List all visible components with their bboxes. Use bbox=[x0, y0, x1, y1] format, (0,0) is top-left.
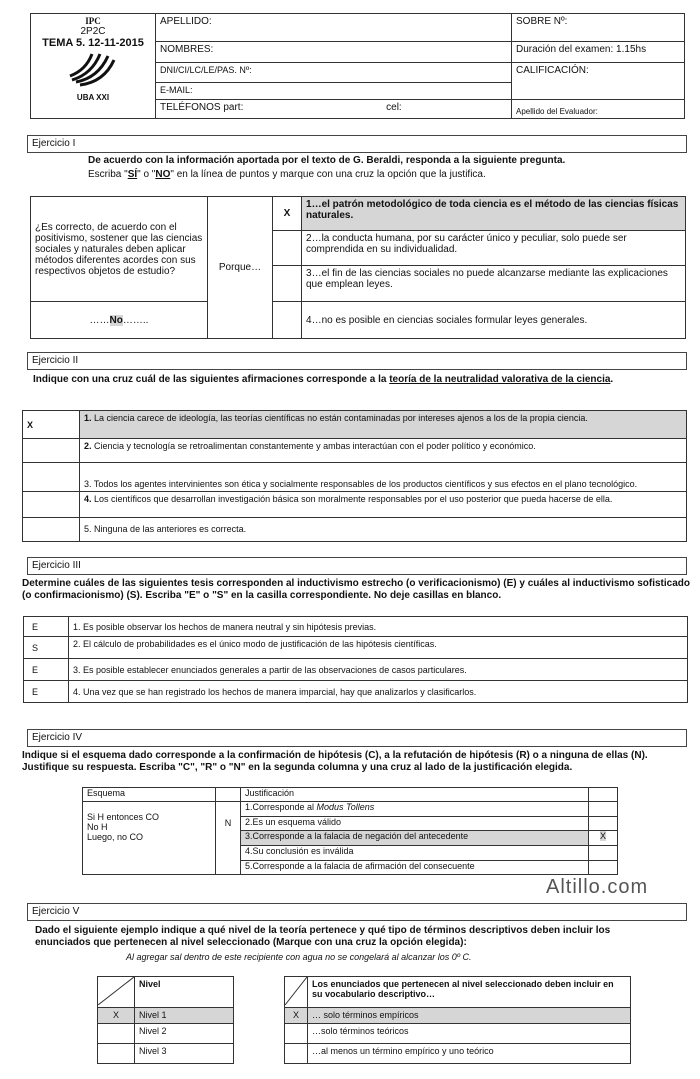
ex1-opt4-num: 4 bbox=[306, 314, 312, 326]
ex2-row1-num: 1. bbox=[84, 413, 92, 423]
ex4-esquema-line2: No H bbox=[87, 822, 108, 833]
ex5-nivel2-mark[interactable] bbox=[98, 1024, 135, 1044]
ex4-just1-em: Modus Tollens bbox=[316, 802, 375, 813]
apellido-field[interactable]: APELLIDO: bbox=[156, 14, 512, 42]
ex4-col-just: Justificación bbox=[241, 788, 589, 802]
ex3-row2-mark[interactable]: S bbox=[24, 637, 69, 659]
ex4-just2-mark[interactable] bbox=[589, 816, 618, 830]
ex5-term2[interactable]: …solo términos teóricos bbox=[308, 1024, 631, 1044]
diagonal-line-icon-2 bbox=[285, 977, 307, 1005]
ex2-row3-text: Todos los agentes intervinientes son ética y socialmente responsables de los productos científicos y sus efectos en el plano tecnológico. bbox=[93, 478, 638, 489]
ex4-just3-mark[interactable] bbox=[589, 830, 618, 845]
ex4-just1[interactable] bbox=[241, 802, 589, 816]
ex5-enun-corner bbox=[285, 977, 308, 1008]
ex1-opt1-mark[interactable]: X bbox=[273, 197, 302, 231]
ex2-row3-mark[interactable] bbox=[23, 463, 80, 491]
header-id-cell bbox=[31, 14, 156, 119]
ex4-just3-mark-value: X bbox=[599, 830, 606, 841]
ex2-row1-text: La ciencia carece de ideología, las teorías científicas no están contaminadas por intereses ajenos a los de la propia ciencia. bbox=[94, 413, 588, 423]
nombres-field[interactable]: NOMBRES: bbox=[156, 41, 512, 62]
evaluador-field[interactable]: Apellido del Evaluador: bbox=[512, 99, 685, 118]
ex5-title: Ejercicio V bbox=[27, 903, 687, 921]
telefonos-field[interactable] bbox=[156, 99, 512, 118]
ex2-row1[interactable] bbox=[80, 411, 687, 439]
email-field[interactable]: E-MAIL: bbox=[156, 82, 512, 99]
ex5-example: Al agregar sal dentro de este recipiente con agua no se congelará al alcanzar los 0º C. bbox=[126, 952, 472, 962]
ex4-just5-mark[interactable] bbox=[589, 860, 618, 874]
ex5-gap bbox=[234, 977, 285, 1064]
ex1-answer-value: No bbox=[109, 314, 123, 326]
ex2-row3[interactable] bbox=[80, 463, 687, 491]
ex3-row3-text: 3. Es posible establecer enunciados generales a partir de las observaciones de casos particulares. bbox=[69, 659, 688, 681]
ex1-answer[interactable] bbox=[31, 302, 208, 339]
ex3-row2-text: 2. El cálculo de probabilidades es el único modo de justificación de las hipótesis científicas. bbox=[69, 637, 688, 659]
ex4-just5[interactable]: 5.Corresponde a la falacia de afirmación del consecuente bbox=[241, 860, 589, 874]
ex5-col-nivel: Nivel bbox=[135, 977, 234, 1008]
ex1-opt4-mark[interactable] bbox=[273, 302, 302, 339]
ex4-just2[interactable]: 2.Es un esquema válido bbox=[241, 816, 589, 830]
ex5-nivel1[interactable]: Nivel 1 bbox=[135, 1008, 234, 1024]
ex5-nivel3[interactable]: Nivel 3 bbox=[135, 1044, 234, 1064]
ex3-row4-text: 4. Una vez que se han registrado los hechos de manera imparcial, hay que analizarlos y clasificarlos. bbox=[69, 681, 688, 703]
ex1-opt1-num: 1 bbox=[306, 199, 312, 210]
ex3-table bbox=[23, 616, 688, 703]
ex2-row4[interactable] bbox=[80, 491, 687, 517]
ex1-opt3-text: …el fin de las ciencias sociales no puede alcanzarse mediante las explicaciones que emplean leyes. bbox=[306, 267, 668, 290]
ex4-col-mark bbox=[589, 788, 618, 802]
diagonal-line-icon bbox=[98, 977, 134, 1005]
ex1-instr2a: Escriba " bbox=[88, 169, 128, 180]
uba-logo-icon bbox=[68, 52, 118, 88]
ex1-opt3-mark[interactable] bbox=[273, 265, 302, 302]
ex5-nivel3-mark[interactable] bbox=[98, 1044, 135, 1064]
ex3-row3-mark[interactable]: E bbox=[24, 659, 69, 681]
ex4-just3[interactable]: 3.Corresponde a la falacia de negación del antecedente bbox=[241, 830, 589, 845]
ex3-title: Ejercicio III bbox=[27, 557, 687, 575]
ex4-just4[interactable]: 4.Su conclusión es inválida bbox=[241, 846, 589, 860]
logo-text: UBA XXI bbox=[76, 93, 110, 102]
ex2-row2-num: 2. bbox=[84, 441, 92, 452]
ex2-row4-text: Los científicos que desarrollan investigación básica son moralmente responsables por el uso posterior que pueda hacerse de ella. bbox=[94, 493, 613, 504]
ex2-row4-num: 4. bbox=[84, 493, 92, 504]
watermark: Altillo.com bbox=[546, 876, 649, 898]
ex5-nivel-corner bbox=[98, 977, 135, 1008]
ex4-esquema-line3: Luego, no CO bbox=[87, 832, 144, 843]
ex3-row4-mark[interactable]: E bbox=[24, 681, 69, 703]
ex4-answer[interactable]: N bbox=[216, 802, 241, 875]
ex1-opt3-num: 3 bbox=[306, 267, 312, 279]
ex2-row5-mark[interactable] bbox=[23, 517, 80, 541]
ex2-row2-text: Ciencia y tecnología se retroalimentan constantemente y ambas interactúan con el poder político y económico. bbox=[94, 441, 536, 452]
ex1-opt2-mark[interactable] bbox=[273, 231, 302, 265]
ex2-title: Ejercicio II bbox=[27, 352, 687, 370]
ex4-just1-mark[interactable] bbox=[589, 802, 618, 816]
ex2-instr-underlined: teoría de la neutralidad valorativa de la ciencia bbox=[389, 374, 611, 385]
ex4-just1-text: 1.Corresponde al bbox=[245, 802, 317, 813]
ex5-term1[interactable]: … solo términos empíricos bbox=[308, 1008, 631, 1024]
ex5-term3-mark[interactable] bbox=[285, 1044, 308, 1064]
ex4-just4-mark[interactable] bbox=[589, 846, 618, 860]
ex1-answer-post: …….. bbox=[122, 314, 149, 326]
ex5-term1-mark[interactable]: X bbox=[285, 1008, 308, 1024]
ex2-instr-b: . bbox=[610, 374, 614, 385]
ex3-row1-mark[interactable]: E bbox=[24, 617, 69, 637]
ex1-table bbox=[30, 196, 686, 339]
duracion-label: Duración del examen: 1.15hs bbox=[512, 41, 685, 62]
ex1-opt3[interactable] bbox=[302, 265, 686, 302]
ex1-porque: Porque… bbox=[208, 197, 273, 339]
calificacion-field[interactable]: CALIFICACIÓN: bbox=[512, 63, 685, 99]
telefonos-label: TELÉFONOS part: bbox=[160, 101, 244, 113]
ex1-opt1-text: …el patrón metodológico de toda ciencia es el método de las ciencias físicas naturales. bbox=[306, 199, 679, 221]
ex1-instr2c: " en la línea de puntos y marque con una cruz la opción que la justifica. bbox=[170, 169, 486, 180]
ex4-col-esquema: Esquema bbox=[83, 788, 216, 802]
ex1-instruction: De acuerdo con la información aportada por el texto de G. Beraldi, responda a la siguiente pregunta. bbox=[88, 155, 566, 166]
ex2-row3-num: 3. bbox=[84, 478, 92, 489]
ex1-instruction-2 bbox=[88, 169, 688, 180]
ex4-title: Ejercicio IV bbox=[27, 729, 687, 747]
ex1-si: SÍ bbox=[127, 169, 138, 180]
ex2-row2-mark[interactable] bbox=[23, 439, 80, 463]
ex2-row4-mark[interactable] bbox=[23, 491, 80, 517]
ex3-instruction: Determine cuáles de las siguientes tesis corresponden al inductivismo estrecho (o verificacionismo) (E) y cuáles al inductivismo sofisticado (o confirmacionismo) (S). Escriba "E" o "S" en la casilla correspondiente. No deje casillas en blanco. bbox=[22, 578, 690, 601]
course-code: 2P2C bbox=[80, 26, 106, 37]
ex2-row1-mark[interactable]: X bbox=[23, 411, 80, 439]
ex5-col-enun: Los enunciados que pertenecen al nivel seleccionado deben incluir en su vocabulario descriptivo… bbox=[308, 977, 631, 1008]
ex5-instruction: Dado el siguiente ejemplo indique a qué nivel de la teoría pertenece y qué tipo de términos descriptivos deben incluir los enunciados que pertenecen al nivel seleccionado (Marque con una cruz la opción elegida): bbox=[35, 925, 611, 948]
ex2-instruction bbox=[33, 373, 663, 386]
ex1-no: NO bbox=[155, 169, 171, 180]
dni-field[interactable]: DNI/CI/LC/LE/PAS. Nº: bbox=[156, 63, 512, 82]
ex1-opt2[interactable] bbox=[302, 231, 686, 265]
ex2-row5-num: 5. bbox=[84, 524, 92, 535]
ex5-term3[interactable]: …al menos un término empírico y uno teórico bbox=[308, 1044, 631, 1064]
ex1-opt2-num: 2 bbox=[306, 233, 312, 245]
ex1-instr2b: " o " bbox=[137, 169, 156, 180]
ex4-esquema-line1: Si H entonces CO bbox=[87, 812, 160, 823]
ex4-instruction: Indique si el esquema dado corresponde a la confirmación de hipótesis (C), a la refutación de hipótesis (R) o a ninguna de ellas (N). Justifique su respuesta. Escriba "C", "R" o "N" en la segunda columna y una cruz al lado de la justificación elegida. bbox=[22, 750, 648, 773]
ipc-label: IPC bbox=[85, 16, 101, 26]
ex1-answer-pre: …… bbox=[89, 314, 110, 326]
ex4-col-answer bbox=[216, 788, 241, 802]
ex2-instr-a: Indique con una cruz cuál de las siguientes afirmaciones corresponde a la bbox=[33, 374, 390, 385]
sobre-field[interactable]: SOBRE Nº: bbox=[512, 14, 685, 42]
ex5-nivel1-mark[interactable]: X bbox=[98, 1008, 135, 1024]
ex5-term2-mark[interactable] bbox=[285, 1024, 308, 1044]
ex1-opt2-text: …la conducta humana, por su carácter único y peculiar, solo puede ser comprendida en su individualidad. bbox=[306, 233, 627, 256]
ex3-row1-text: 1. Es posible observar los hechos de manera neutral y sin hipótesis previas. bbox=[69, 617, 688, 637]
header-table bbox=[30, 13, 685, 119]
ex2-row5[interactable] bbox=[80, 517, 687, 541]
ex1-question: ¿Es correcto, de acuerdo con el positivismo, sostener que las ciencias sociales y naturales deben aplicar métodos diferentes acordes con sus respectivos objetos de estudio? bbox=[31, 197, 208, 302]
cel-label: cel: bbox=[386, 101, 402, 113]
ex5-table bbox=[97, 976, 631, 1064]
ex4-table bbox=[82, 787, 618, 875]
ex4-esquema bbox=[83, 802, 216, 875]
ex2-table bbox=[22, 410, 687, 542]
ex1-opt4[interactable] bbox=[302, 302, 686, 339]
tema-label: TEMA 5. 12-11-2015 bbox=[42, 37, 144, 49]
ex1-title: Ejercicio I bbox=[27, 135, 687, 153]
ex2-row2[interactable] bbox=[80, 439, 687, 463]
ex1-opt1[interactable] bbox=[302, 197, 686, 231]
ex5-nivel2[interactable]: Nivel 2 bbox=[135, 1024, 234, 1044]
ex2-row5-text: Ninguna de las anteriores es correcta. bbox=[94, 524, 247, 535]
ex1-opt4-text: …no es posible en ciencias sociales formular leyes generales. bbox=[311, 314, 588, 326]
